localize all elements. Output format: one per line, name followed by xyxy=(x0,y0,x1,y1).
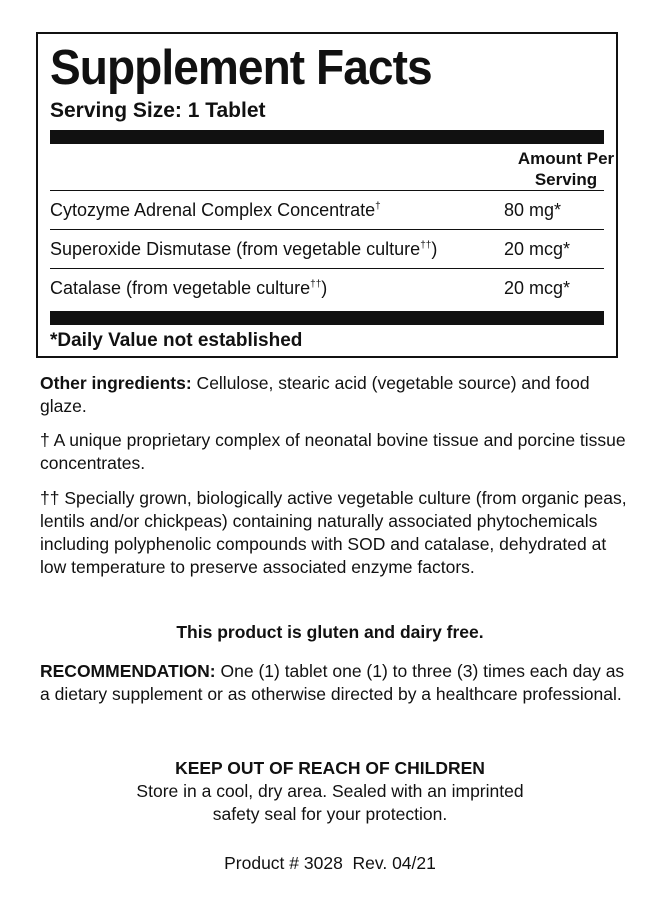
ingredient-name: Cytozyme Adrenal Complex Concentrate† xyxy=(50,199,381,220)
product-number: Product # 3028 Rev. 04/21 xyxy=(224,853,436,873)
ingredient-row xyxy=(50,230,604,268)
other-ingredients-text: Cellulose, stearic acid (vegetable source) and food glaze. xyxy=(40,373,590,416)
footnote-single-dagger: † A unique proprietary complex of neonatal bovine tissue and porcine tissue concentrates. xyxy=(40,430,626,473)
ingredient-row xyxy=(50,269,604,307)
ingredient-amount: 20 mcg* xyxy=(504,277,571,298)
thick-divider-bottom xyxy=(50,311,604,325)
amount-header-row xyxy=(50,144,615,190)
facts-title: Supplement Facts xyxy=(50,41,432,95)
other-ingredients-label: Other ingredients: xyxy=(40,373,192,393)
supplement-facts-panel xyxy=(36,32,618,358)
recommendation-label: RECOMMENDATION: xyxy=(40,661,216,681)
amount-per-serving-header xyxy=(506,148,626,190)
gluten-dairy-free-statement: This product is gluten and dairy free. xyxy=(176,622,484,642)
warning-heading: KEEP OUT OF REACH OF CHILDREN xyxy=(175,758,485,778)
thick-divider-top xyxy=(50,130,604,144)
daily-value-note: *Daily Value not established xyxy=(50,330,303,351)
ingredient-row xyxy=(50,191,604,229)
ingredient-name: Superoxide Dismutase (from vegetable culture††) xyxy=(50,238,438,259)
ingredient-name: Catalase (from vegetable culture††) xyxy=(50,277,328,298)
amount-header-line2: Serving xyxy=(534,170,598,189)
storage-line-2: safety seal for your protection. xyxy=(212,804,448,824)
serving-size: Serving Size: 1 Tablet xyxy=(50,99,266,122)
other-ingredients xyxy=(40,372,630,418)
recommendation xyxy=(40,660,630,706)
ingredient-amount: 20 mcg* xyxy=(504,238,571,259)
footnote-double-dagger: †† Specially grown, biologically active vegetable culture (from organic peas, lentils and/or chickpeas) containing naturally associated phytochemicals including polyphenolic compounds with SOD and catalase, dehydrated at low temperature to preserve associated enzyme factors. xyxy=(40,488,627,577)
storage-line-1: Store in a cool, dry area. Sealed with an imprinted xyxy=(136,781,524,801)
recommendation-text: One (1) tablet one (1) to three (3) times each day as a dietary supplement or as otherwise directed by a healthcare professional. xyxy=(40,661,625,704)
ingredient-amount: 80 mg* xyxy=(504,199,562,220)
amount-header-line1: Amount Per xyxy=(517,149,615,168)
